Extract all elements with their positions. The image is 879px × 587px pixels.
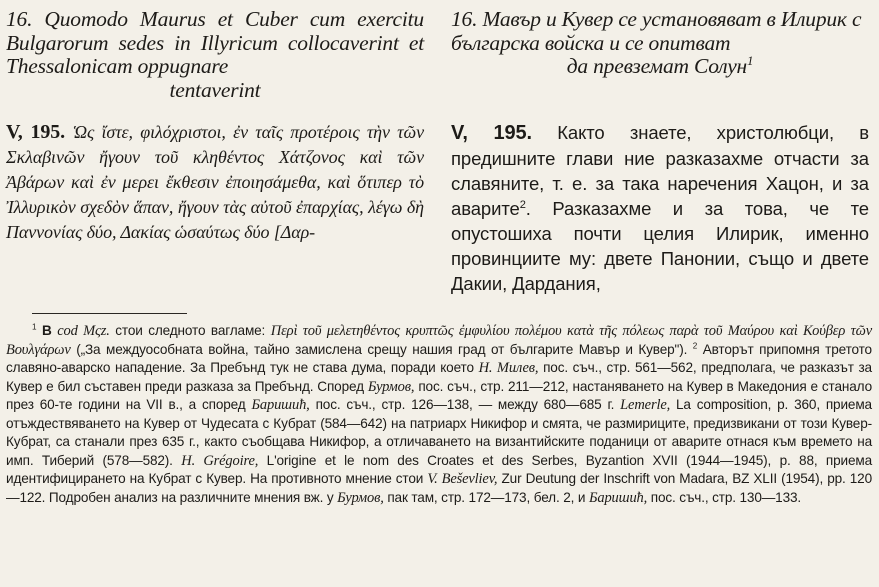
bulgarian-paragraph-b: . Разказахме и за това, че те опустошиха почти целия Илирик, именно провинциите му: двете Панонии, също и двете Дакии, Дардания, (451, 198, 869, 294)
chapter-heading-latin (6, 8, 424, 102)
latin-greek-column (6, 7, 425, 242)
fn-cod: cod Mςz. (57, 323, 110, 339)
section-number: V, 195. (451, 122, 532, 144)
heading-last-text: да превземат Солун (566, 54, 747, 78)
fn-text: Zur Deutung der Inschrift von Madara, BZ XLII (1954), pp. 120—122. Подробен анализ на различните мнения вж. у (6, 471, 872, 505)
fn-text: пос. съч., стр. 561—562, предполага, че разказът за Кувер е бил съставен преди разказа за Пребънд. Според (6, 360, 872, 394)
footnote-ref: 2 (519, 198, 526, 211)
greek-text (6, 120, 424, 245)
footnote-ref: 1 (747, 53, 754, 68)
bulgarian-paragraph-a: Както знаете, христолюбци, в предишните глави ние разказахме отчасти за славяните, т. е. за така наречения Хацон, и за аварите (451, 122, 869, 219)
fn-text: Авторът припомня третото славяно-аварско нападение. За Пребънд тук не става дума, поради което (6, 341, 872, 375)
fn-text: La composition, p. 360, приема отъждествяването на Кувер от Чудесата с Кубрат (584—642) на патриарх Никифор и смята, че размириците, предизвикани от този Кувер-Кубрат, са станали през 635 г., както съобщава Никифор, а отличаването на византийските поданици от аварите отнася към времето на имп. Тиберий (578—582). (6, 397, 872, 468)
footnote (6, 322, 872, 507)
fn-author: H. Grégoire, (181, 452, 259, 469)
footnote-mark: 2 (692, 340, 698, 350)
fn-text: пос. съч., стр. 126—138, — между 680—685 г. (315, 397, 615, 412)
fn-text: пак там, стр. 172—173, бел. 2, и (387, 489, 586, 505)
fn-text: стои следното вагламе: (115, 323, 266, 338)
heading-text: 16. Quomodo Maurus et Cuber cum exercitu Bulgarorum sedes in Illyricum collocaverint et Thessalonicam oppugnare (6, 7, 424, 78)
greek-paragraph: Ὡς ἴστε, φιλόχριστοι, ἐν ταῖς προτέροις τὴν τῶν Σκλαβινῶν ἤγουν τοῦ κληθέντος Χάτζονος καὶ τῶν Ἀβάρων καὶ ἐν μερει ἔκθεσιν ἐποιησάμεθα, καὶ ὅτιπερ τὸ Ἰλλυρικὸν σχεδὸν ἅπαν, ἤγουν τὰς αὐτοῦ ἐπαρχίας, λέγω δὴ Παννονίας δύο, Δακίας ὡσαύτως δύο [Δαρ- (6, 122, 425, 242)
fn-text: В (41, 323, 52, 338)
heading-last-line: tentaverint (169, 77, 261, 102)
heading-text: 16. Мавър и Кувер се установяват в Илирик с българска войска и се опитват (451, 7, 862, 55)
chapter-heading-bulgarian (451, 8, 869, 79)
fn-text: пос. съч., стр. 211—212, настаняването на Кувер в Македония е станало през 60-те години на VII в., а според (6, 378, 872, 412)
fn-author: Н. Милев, (478, 360, 539, 376)
section-number: V, 195. (6, 121, 66, 143)
heading-last-line (451, 55, 869, 79)
footnote-mark: 1 (32, 322, 37, 332)
fn-author: Бурмов, (367, 378, 415, 395)
fn-greek-title: Περὶ τοῦ μελετηθέντος κρυπτῶς ἐμφυλίου πολέμου κατὰ τῆς πόλεως παρὰ τοῦ Μαύρου καὶ Κούβερ τῶν Βουλγάρων (6, 323, 872, 358)
fn-text: L'origine et le nom des Croates et des Serbes, Byzantion XVII (1944—1945), p. 88, приема идентифицирането на Кубрат с Кувер. На противното мнение стои (6, 452, 872, 486)
footnotes (6, 322, 872, 507)
fn-text: („За междуособната война, тайно замислена срещу нашия град от българите Мавър и Кувер"). (76, 341, 688, 357)
fn-author: V. Beševliev, (427, 471, 498, 487)
fn-author: Бурмов, (337, 489, 384, 506)
footnote-divider (32, 313, 187, 314)
fn-author: Баришић, (588, 489, 648, 506)
fn-author: Баришић, (251, 397, 310, 413)
fn-author: Lemerle, (620, 397, 671, 413)
bulgarian-column (451, 7, 869, 294)
fn-text: пос. съч., стр. 130—133. (650, 489, 802, 505)
bulgarian-text (451, 120, 869, 296)
